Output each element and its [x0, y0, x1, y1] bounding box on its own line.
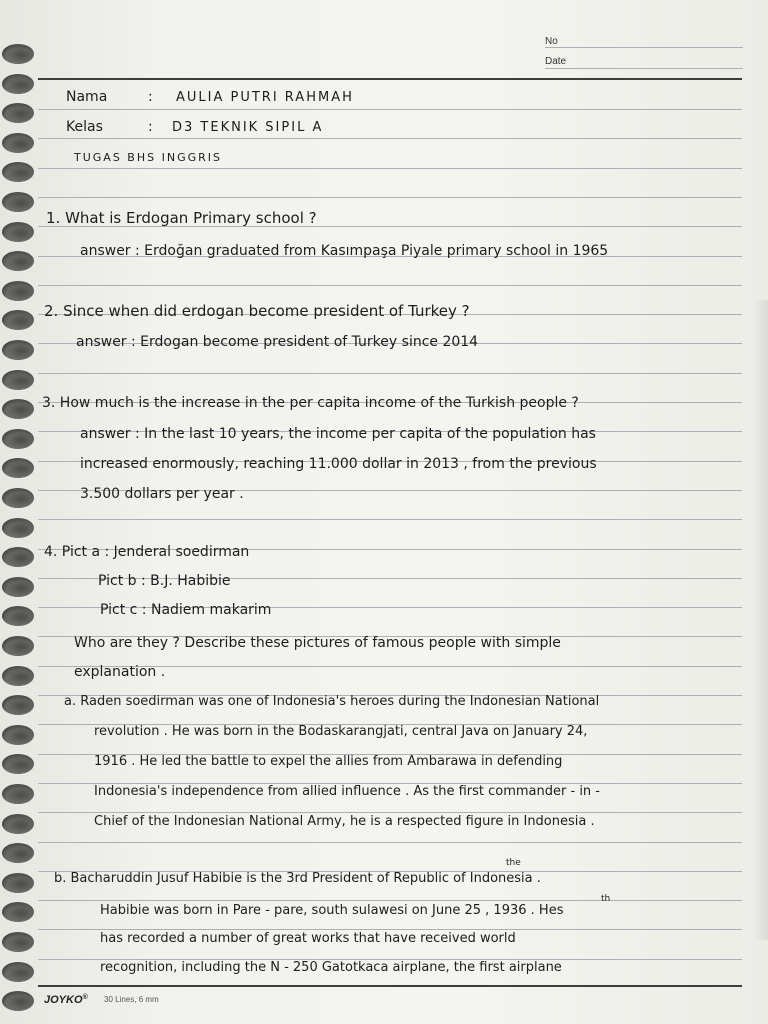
binder-hole — [2, 340, 34, 360]
ruled-line — [38, 842, 742, 843]
answer-3-line-3: 3.500 dollars per year . — [80, 486, 244, 502]
binder-hole — [2, 44, 34, 64]
binder-hole — [2, 902, 34, 922]
no-line — [545, 47, 743, 48]
student-name: AULIA PUTRI RAHMAH — [176, 90, 354, 105]
class-value: D3 TEKNIK SIPIL A — [172, 120, 324, 135]
answer-a-line-2: revolution . He was born in the Bodaskarangjati, central Java on January 24, — [94, 724, 588, 739]
binder-hole — [2, 606, 34, 626]
ruled-line — [38, 109, 742, 110]
binder-hole — [2, 518, 34, 538]
binder-hole — [2, 222, 34, 242]
answer-a-line-1: a. Raden soedirman was one of Indonesia's heroes during the Indonesian National — [64, 694, 600, 709]
binder-hole — [2, 636, 34, 656]
binder-hole — [2, 192, 34, 212]
binder-hole — [2, 547, 34, 567]
binder-hole — [2, 281, 34, 301]
question-4-line-2: explanation . — [74, 664, 166, 680]
insert-the: the — [506, 858, 521, 868]
answer-1: answer : Erdoğan graduated from Kasımpaşa Piyale primary school in 1965 — [80, 243, 609, 259]
ruled-line — [38, 138, 742, 139]
class-separator: : — [148, 119, 153, 135]
answer-3-line-1: answer : In the last 10 years, the income per capita of the population has — [80, 426, 596, 442]
brand-mark: ® — [82, 994, 88, 1001]
pict-a: 4. Pict a : Jenderal soedirman — [44, 544, 250, 560]
binder-holes — [0, 0, 40, 1024]
brand-name: JOYKO — [44, 994, 83, 1006]
binder-hole — [2, 399, 34, 419]
question-3: 3. How much is the increase in the per capita income of the Turkish people ? — [42, 395, 579, 411]
binder-hole — [2, 695, 34, 715]
binder-hole — [2, 784, 34, 804]
date-line — [545, 68, 743, 69]
answer-3-line-2: increased enormously, reaching 11.000 dollar in 2013 , from the previous — [80, 456, 597, 472]
answer-a-line-4: Indonesia's independence from allied influence . As the first commander - in - — [94, 784, 600, 799]
ruled-line — [38, 900, 742, 901]
binder-hole — [2, 162, 34, 182]
ruled-line — [38, 197, 742, 198]
task-title: TUGAS BHS INGGRIS — [74, 151, 222, 164]
question-4-line-1: Who are they ? Describe these pictures of famous people with simple — [74, 635, 561, 651]
binder-hole — [2, 725, 34, 745]
pict-c: Pict c : Nadiem makarim — [100, 602, 272, 618]
footer-rule — [38, 985, 742, 987]
binder-hole — [2, 310, 34, 330]
superscript-th: th — [601, 894, 611, 904]
binder-hole — [2, 370, 34, 390]
binder-hole — [2, 873, 34, 893]
answer-b-line-1: b. Bacharuddin Jusuf Habibie is the 3rd President of Republic of Indonesia . — [54, 871, 541, 886]
ruled-line — [38, 168, 742, 169]
binder-hole — [2, 133, 34, 153]
brand-logo — [44, 994, 88, 1006]
answer-a-line-5: Chief of the Indonesian National Army, he is a respected figure in Indonesia . — [94, 814, 595, 829]
ruled-line — [38, 285, 742, 286]
ruled-line — [38, 519, 742, 520]
answer-b-line-4: recognition, including the N - 250 Gatotkaca airplane, the first airplane — [100, 960, 562, 975]
binder-hole — [2, 458, 34, 478]
binder-hole — [2, 429, 34, 449]
binder-hole — [2, 814, 34, 834]
binder-hole — [2, 754, 34, 774]
binder-hole — [2, 666, 34, 686]
binder-hole — [2, 991, 34, 1011]
answer-b-line-2: Habibie was born in Pare - pare, south sulawesi on June 25 , 1936 . Hes — [100, 903, 564, 918]
name-label: Nama — [66, 89, 108, 105]
binder-hole — [2, 843, 34, 863]
question-2: 2. Since when did erdogan become president of Turkey ? — [44, 302, 470, 320]
class-label: Kelas — [66, 119, 103, 135]
binder-hole — [2, 488, 34, 508]
date-label: Date — [545, 56, 567, 67]
binder-hole — [2, 251, 34, 271]
name-separator: : — [148, 89, 153, 105]
binder-hole — [2, 103, 34, 123]
binder-hole — [2, 962, 34, 982]
pict-b: Pict b : B.J. Habibie — [98, 573, 231, 589]
header-rule — [38, 78, 742, 80]
answer-2: answer : Erdogan become president of Turkey since 2014 — [76, 334, 479, 350]
binder-hole — [2, 932, 34, 952]
binder-hole — [2, 577, 34, 597]
paper-spec: 30 Lines, 6 mm — [104, 995, 159, 1004]
no-label: No — [545, 36, 558, 47]
page-shadow — [754, 300, 768, 940]
ruled-line — [38, 373, 742, 374]
question-1: 1. What is Erdogan Primary school ? — [46, 209, 317, 227]
answer-b-line-3: has recorded a number of great works that have received world — [100, 931, 516, 946]
answer-a-line-3: 1916 . He led the battle to expel the allies from Ambarawa in defending — [94, 754, 563, 769]
binder-hole — [2, 74, 34, 94]
